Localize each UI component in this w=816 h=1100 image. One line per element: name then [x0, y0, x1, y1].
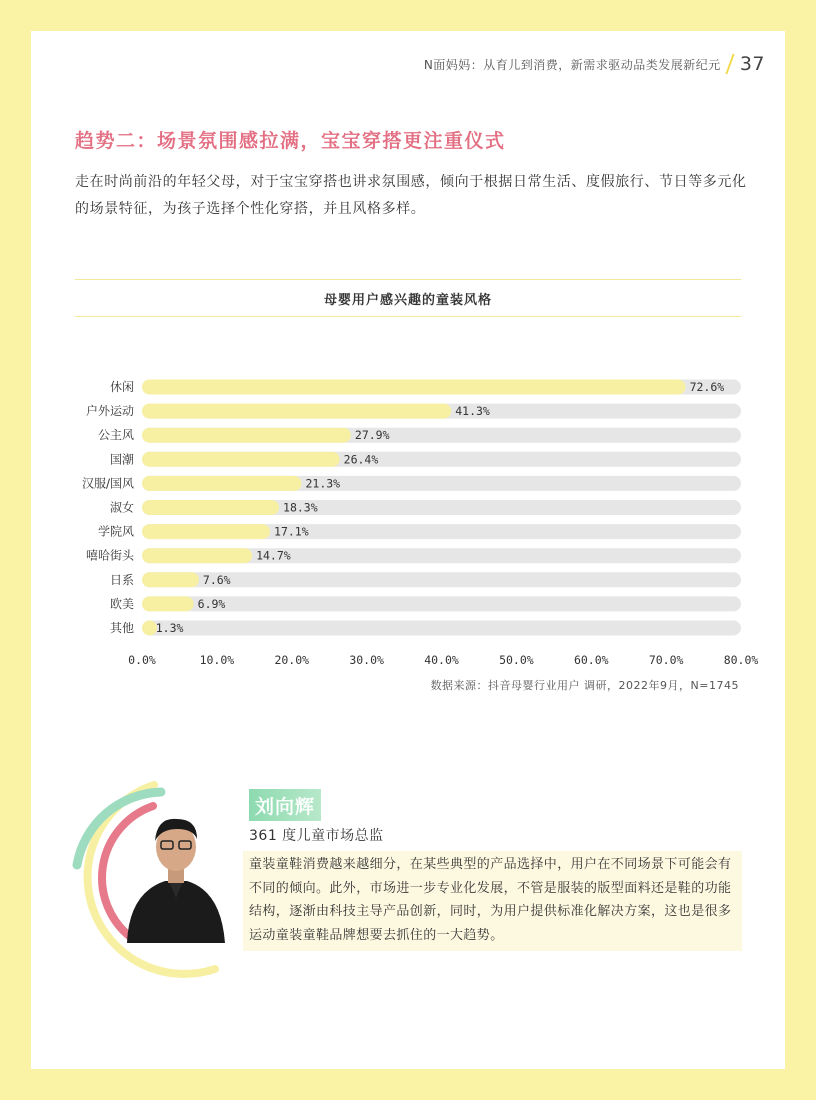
x-tick-label: 30.0% [349, 653, 384, 667]
bar [142, 380, 686, 395]
value-label: 26.4% [343, 452, 379, 467]
bar-track [142, 621, 741, 636]
value-label: 1.3% [155, 621, 184, 635]
x-tick-label: 70.0% [648, 653, 684, 667]
person-quote: 童装童鞋消费越来越细分，在某些典型的产品选择中，用户在不同场景下可能会有不同的倾向。此外，市场进一步专业化发展，不管是服装的版型面料还是鞋的功能结构，逐渐由科技主导产品创新，同时，为用户提供标准化解决方案，这也是很多运动童装童鞋品牌想要去抓住的一大趋势。 [243, 851, 742, 951]
value-label: 72.6% [689, 380, 725, 394]
bar [142, 452, 340, 467]
category-label: 淑女 [109, 500, 134, 515]
bar-track [142, 572, 741, 587]
category-label: 公主风 [97, 428, 134, 443]
value-label: 17.1% [274, 524, 309, 539]
portrait-photo [127, 819, 225, 943]
running-header [424, 53, 765, 75]
category-label: 日系 [109, 572, 134, 587]
style-interest-bar-chart [75, 341, 759, 671]
category-label: 欧美 [109, 596, 134, 611]
bar-track [142, 596, 741, 611]
profile-photo-frame [65, 773, 235, 993]
x-tick-label: 50.0% [499, 653, 534, 667]
bar [142, 476, 301, 491]
x-tick-label: 40.0% [424, 653, 459, 667]
running-title: N面妈妈：从育儿到消费，新需求驱动品类发展新纪元 [423, 57, 721, 72]
x-tick-label: 0.0% [128, 653, 156, 667]
x-tick-label: 10.0% [199, 653, 235, 667]
category-label: 户外运动 [85, 404, 134, 419]
x-tick-label: 20.0% [274, 653, 310, 667]
value-label: 41.3% [455, 404, 490, 419]
x-tick-label: 80.0% [723, 653, 759, 667]
person-title: 361 度儿童市场总监 [249, 828, 384, 844]
bar [142, 524, 270, 539]
bar [142, 428, 351, 443]
value-label: 14.7% [256, 548, 291, 563]
source-note: 数据来源：抖音母婴行业用户 调研，2022年9月，N=1745 [430, 679, 739, 692]
category-label: 休闲 [109, 380, 134, 394]
section-title: 趋势二：场景氛围感拉满，宝宝穿搭更注重仪式 [75, 130, 506, 152]
slash-divider [725, 54, 734, 74]
bar [142, 596, 194, 611]
page-number: 37 [739, 53, 765, 75]
person-name: 刘向辉 [255, 795, 316, 818]
person-name-badge [249, 789, 321, 821]
bar [142, 404, 451, 419]
chart-title-band [75, 279, 741, 317]
value-label: 7.6% [202, 572, 231, 587]
bar [142, 500, 279, 515]
bar [142, 548, 252, 563]
section-intro: 走在时尚前沿的年轻父母，对于宝宝穿搭也讲求氛围感，倾向于根据日常生活、度假旅行、节日等多元化的场景特征，为孩子选择个性化穿搭，并且风格多样。 [75, 174, 747, 217]
value-label: 21.3% [305, 476, 341, 491]
x-tick-label: 60.0% [573, 653, 609, 667]
value-label: 18.3% [283, 500, 318, 515]
category-label: 学院风 [97, 524, 134, 539]
chart-title: 母婴用户感兴趣的童装风格 [323, 292, 492, 308]
category-label: 汉服/国风 [81, 476, 134, 491]
value-label: 6.9% [197, 596, 226, 611]
category-label: 国潮 [109, 452, 134, 467]
report-page [31, 31, 785, 1069]
bar [142, 572, 199, 587]
category-label: 嘻哈街头 [85, 548, 134, 563]
category-label: 其他 [109, 621, 134, 635]
value-label: 27.9% [354, 428, 390, 443]
